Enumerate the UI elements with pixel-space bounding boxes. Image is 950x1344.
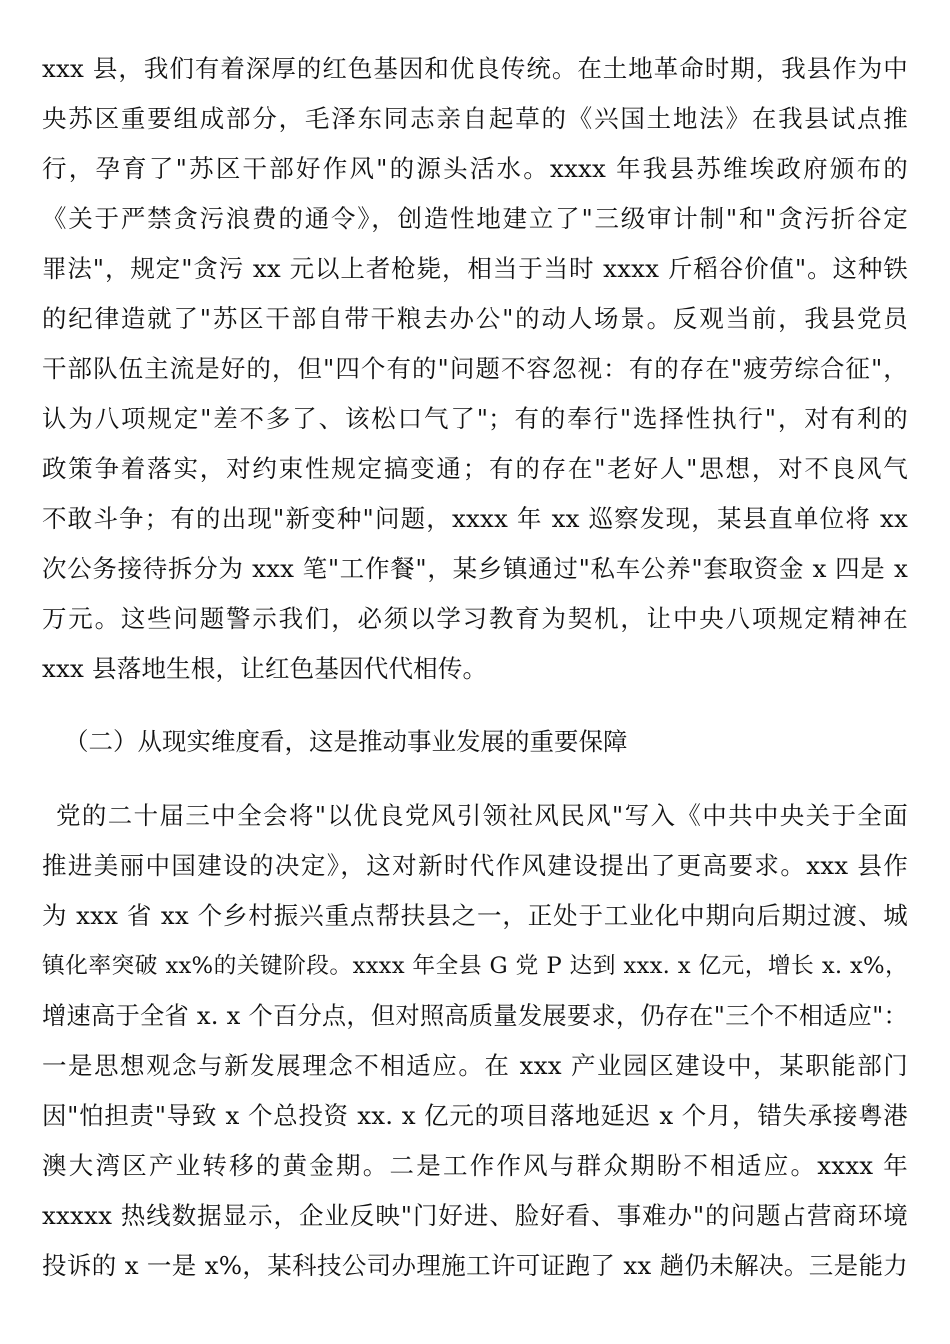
- paragraph-line: 央苏区重要组成部分，毛泽东同志亲自起草的《兴国土地法》在我县试点推: [42, 104, 908, 133]
- paragraph-line: 罪法"，规定"贪污 xx 元以上者枪毙，相当于当时 xxxx 斤稻谷价值"。这种铁: [42, 254, 908, 283]
- paragraph-line: 次公务接待拆分为 xxx 笔"工作餐"，某乡镇通过"私车公养"套取资金 x 四是 x: [42, 554, 908, 583]
- paragraph-line: 行，孕育了"苏区干部好作风"的源头活水。xxxx 年我县苏维埃政府颁布的: [42, 154, 908, 183]
- paragraph-line: 推进美丽中国建设的决定》，这对新时代作风建设提出了更高要求。xxx 县作: [42, 851, 908, 880]
- paragraph-line: 政策争着落实，对约束性规定搞变通；有的存在"老好人"思想，对不良风气: [42, 454, 908, 483]
- paragraph-line: 为 xxx 省 xx 个乡村振兴重点帮扶县之一，正处于工业化中期向后期过渡、城: [42, 901, 908, 930]
- paragraph-line: 《关于严禁贪污浪费的通令》，创造性地建立了"三级审计制"和"贪污折谷定: [42, 204, 908, 233]
- paragraph-line: 万元。这些问题警示我们，必须以学习教育为契机，让中央八项规定精神在: [42, 604, 908, 633]
- paragraph-line: 党的二十届三中全会将"以优良党风引领社风民风"写入《中共中央关于全面: [56, 801, 908, 830]
- paragraph-line: 干部队伍主流是好的，但"四个有的"问题不容忽视：有的存在"疲劳综合征"，: [42, 354, 908, 383]
- paragraph-line: 的纪律造就了"苏区干部自带干粮去办公"的动人场景。反观当前，我县党员: [42, 304, 908, 333]
- paragraph-line: xxxxx 热线数据显示，企业反映"门好进、脸好看、事难办"的问题占营商环境: [42, 1201, 908, 1230]
- paragraph-line: xxx 县，我们有着深厚的红色基因和优良传统。在土地革命时期，我县作为中: [42, 54, 908, 83]
- paragraph-line: 镇化率突破 xx%的关键阶段。xxxx 年全县 G 党 P 达到 xxx. x 亿元，增长 x. x%，: [42, 953, 908, 979]
- paragraph-line: 认为八项规定"差不多了、该松口气了"；有的奉行"选择性执行"，对有利的: [42, 404, 908, 433]
- paragraph-line: 一是思想观念与新发展理念不相适应。在 xxx 产业园区建设中，某职能部门: [42, 1051, 908, 1080]
- paragraph-line: 投诉的 x 一是 x%，某科技公司办理施工许可证跑了 xx 趟仍未解决。三是能力: [42, 1251, 908, 1280]
- paragraph-line: xxx 县落地生根，让红色基因代代相传。: [42, 654, 488, 683]
- paragraph-line: 因"怕担责"导致 x 个总投资 xx. x 亿元的项目落地延迟 x 个月，错失承接粤港: [42, 1101, 908, 1130]
- paragraph-line: 增速高于全省 x. x 个百分点，但对照高质量发展要求，仍存在"三个不相适应"：: [42, 1001, 908, 1030]
- section-heading: （二）从现实维度看，这是推动事业发展的重要保障: [64, 727, 628, 756]
- paragraph-line: 澳大湾区产业转移的黄金期。二是工作作风与群众期盼不相适应。xxxx 年: [42, 1151, 908, 1180]
- paragraph-line: 不敢斗争；有的出现"新变种"问题，xxxx 年 xx 巡察发现，某县直单位将 xx: [42, 504, 908, 533]
